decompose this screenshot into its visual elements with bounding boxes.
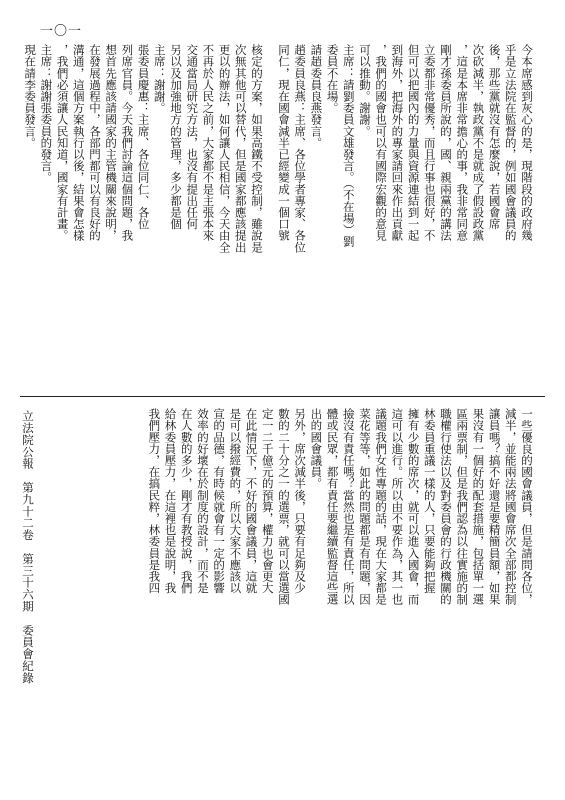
text-line: 果沒有一個好的配套措施，包括單一選 — [471, 408, 486, 606]
page-number: 一〇一 — [40, 24, 83, 39]
text-line: 次砍減半，執政黨不是就成了假設政黨 — [471, 44, 486, 242]
text-line: 更以的辦法，如何讓人民相信，今天由全 — [217, 44, 232, 253]
text-line: 減半，並能兩法將國會席次全部都控制 — [503, 408, 518, 606]
text-line: ，我們必須讓人民知道，國家有計畫。 — [55, 44, 70, 242]
text-line — [275, 44, 276, 384]
text-line: 另以及加強地方的管理，多少都是個 — [168, 44, 183, 230]
text-line: 是可以撥經費的，所以大家不應該以 — [228, 408, 243, 594]
text-line: 次無其他可以替代，但是國家都應該提出 — [233, 44, 248, 253]
text-line: 撿沒有責任嗎？當然也是有責任，所以 — [341, 408, 356, 606]
text-line: 區兩票制，但是我們認為以往實施的制 — [455, 408, 470, 606]
text-line: 乎是立法院在監督的，例如國會議員的 — [503, 44, 518, 242]
text-line: 同仁，現在國會減半已經變成一個口號 — [276, 44, 291, 242]
text-line: 想首先應該請國家的主管機關來說明， — [104, 44, 119, 242]
text-line: 職權行使法以及對委員會的行政機關的 — [438, 408, 453, 606]
text-line: 出的國會議員。 — [309, 408, 324, 490]
text-line: 張委員慶惠：主席、各位同仁、各位 — [136, 44, 151, 230]
text-line: 今本席感到灰心的是，現階段的政府幾 — [520, 44, 534, 242]
text-line: 不再於人民之前，大家都不是主張本來 — [201, 44, 216, 242]
text-line: 請趙委員良燕發言。 — [309, 44, 324, 149]
text-line: 在人數的多少，剛才有教授說，我們 — [179, 408, 194, 594]
gazette-header: 立法院公報 第九十二卷 第三十六期 委員會紀錄 — [21, 410, 35, 684]
text-line: 擁有少數的席次，就可以進入國會，而 — [406, 408, 421, 606]
text-line — [20, 44, 22, 394]
text-line: 核定的方案，如果高鐵不受控制，雖說是 — [250, 44, 264, 253]
text-line: 立委都非常優秀，而且行事也很好，不 — [422, 44, 437, 242]
text-line: 這可以進行。所以由不要作為，其一也 — [390, 408, 405, 606]
text-line: 給林委員壓力，在這裡也是說明，我 — [163, 408, 178, 594]
column-divider — [20, 396, 545, 397]
text-line: 定一二千億元的預算，權力也會更大 — [260, 408, 275, 594]
text-line: 到海外，把海外的專家請回來作出貢獻 — [390, 44, 405, 242]
text-line: 列席官員。今天我們討論這個問題，我 — [120, 44, 135, 242]
text-line: 林委員重議一樣的人，只要能夠把握 — [422, 408, 437, 594]
text-line: ，這是本席非常擔心的事，我非常同意 — [455, 44, 470, 242]
text-line: 趙委員良燕：主席、各位學者專家、各位 — [293, 44, 308, 253]
text-line: 但可以把國內的力量與資源連結到一起 — [406, 44, 421, 242]
text-line: 數的二十分之一的選票，就可以當選國 — [276, 408, 291, 606]
text-line: 主席：請劉委員文雄發言。（不在場）劉 — [341, 44, 356, 248]
text-line: 在此情況下，不好的國會議員，這就 — [244, 408, 259, 594]
text-column-right — [275, 44, 535, 384]
text-line: 菜花等等，如此的問題都是有問題，因 — [357, 408, 372, 606]
text-line: 宣的品德，有時候就會有一定的影響 — [212, 408, 227, 594]
text-line: 主席：謝謝張委員的發言。 — [39, 44, 54, 184]
text-line: 體或民眾，都有責任要繼續監督這些選 — [325, 408, 340, 606]
text-line: 委員不在場。 — [325, 44, 340, 114]
text-line: 剛才孫委員所說的，國、親兩黨的講法 — [438, 44, 453, 242]
text-line: 在發展過程中，各部門都可以有良好的 — [87, 44, 102, 242]
text-line: ，我們的國會也可以有國際宏觀的意見 — [374, 44, 389, 242]
text-line: 交通當局研究方法，也沒有提出任何 — [185, 44, 200, 230]
text-line: 我們壓力，在搞民粹，林委員是我四 — [147, 408, 162, 594]
text-line: 效率的好壞在於制度的設計，而不是 — [195, 408, 210, 594]
text-line: 另外，席次減半後，只要有足夠及少 — [293, 408, 308, 594]
text-line: 主席：謝謝。 — [152, 44, 167, 114]
text-line: 可以推動。謝謝。 — [357, 44, 372, 137]
text-column-lower — [20, 408, 535, 748]
text-line: 一些優良的國會議員，但是請問各位， — [520, 408, 534, 606]
text-line: 讓員嗎？搞不好還是要精簡員額，如果 — [487, 408, 502, 606]
text-line: 議題我們女性專題的話，現在大家都是 — [374, 408, 389, 606]
text-column-middle — [20, 44, 265, 394]
text-line: 後，那些黨就沒有怎麼說，若國會席 — [487, 44, 502, 230]
text-line: 現在請李委員發言。 — [23, 44, 38, 149]
text-line: 溝通，這個方案執行以後，結果會怎樣 — [71, 44, 86, 242]
